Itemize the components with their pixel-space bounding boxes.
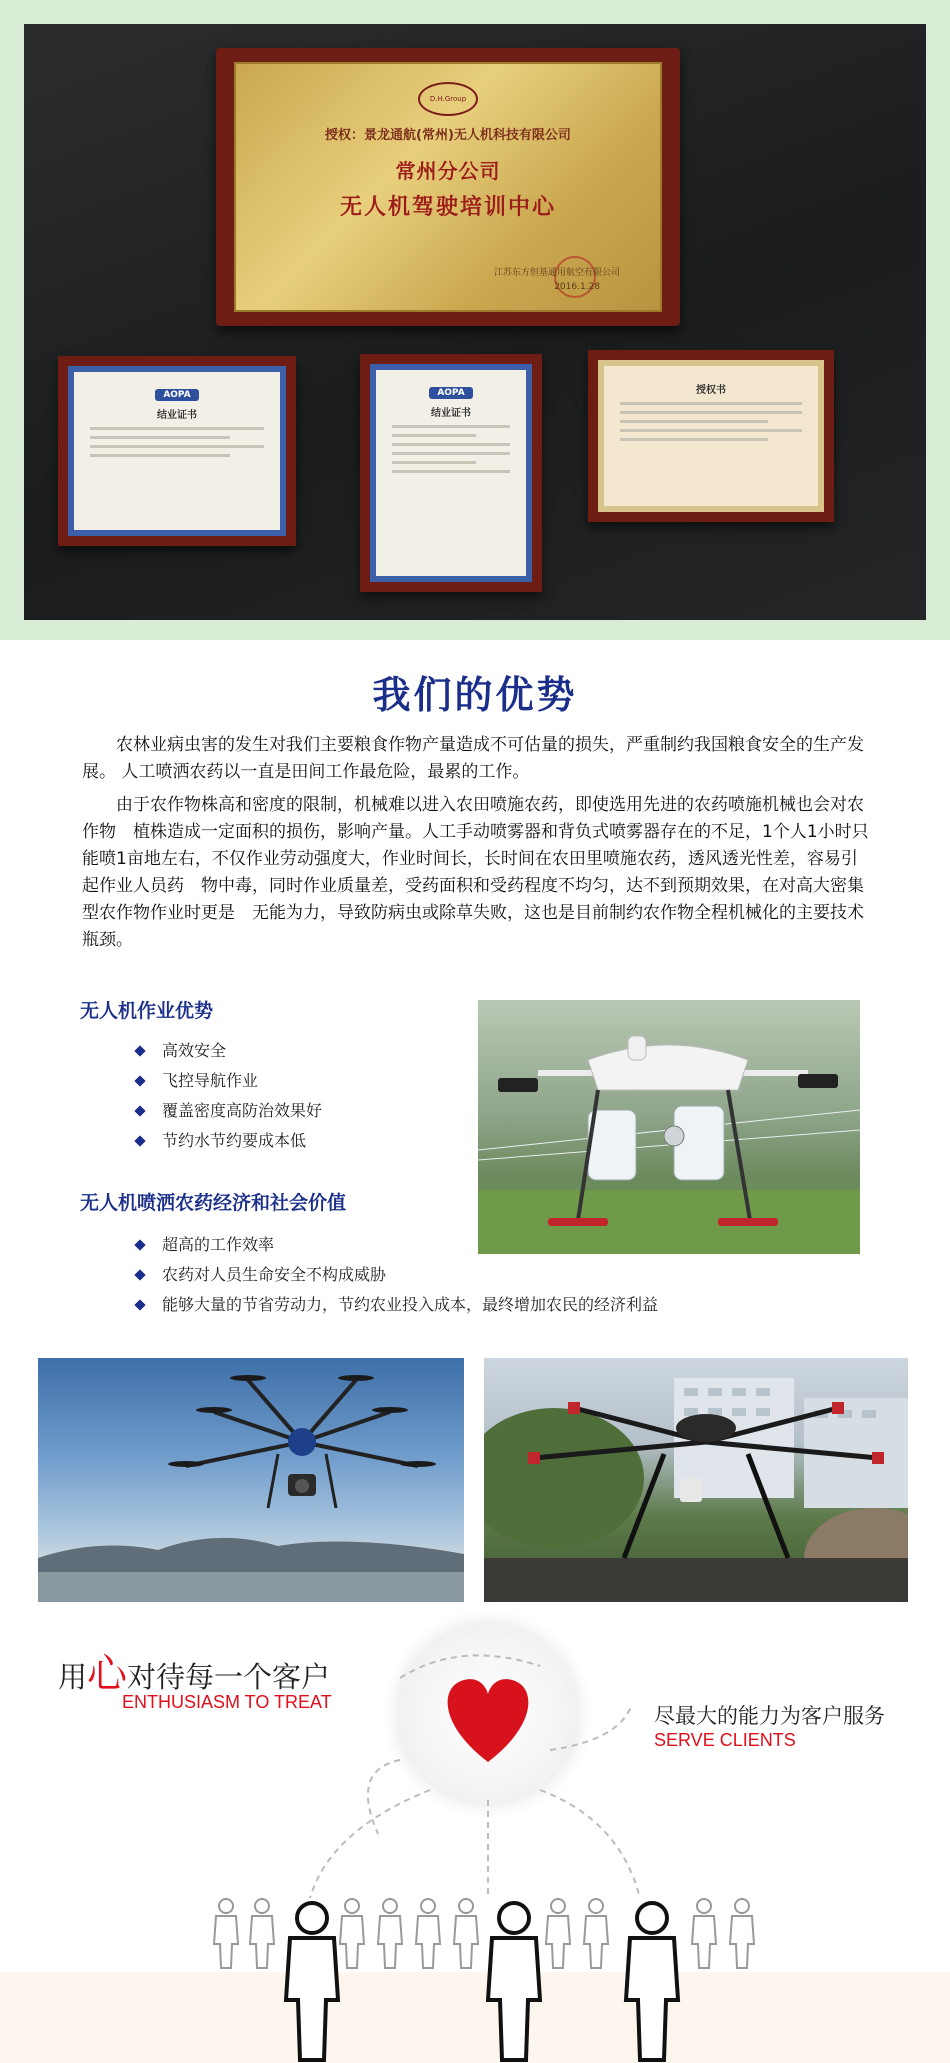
hexacopter-sky-photo — [38, 1358, 464, 1602]
plaque-date: 2016.1.28 — [554, 282, 600, 292]
spraying-drone-illustration — [478, 1000, 860, 1254]
dashed-arrows-icon — [0, 1600, 950, 1900]
service-slogan-right-en: SERVE CLIENTS — [654, 1730, 796, 1750]
authorization-frame-right — [588, 350, 834, 522]
plaque-authorization-text: 授权：景龙通航(常州)无人机科技有限公司 — [325, 128, 571, 143]
list-item — [136, 1096, 322, 1126]
text-line — [620, 402, 802, 405]
list-item-label: 高效安全 — [162, 1041, 227, 1060]
list-item — [136, 1290, 658, 1320]
certificate-wall-photo — [24, 24, 926, 620]
value-title: 无人机喷洒农药经济和社会价值 — [80, 1192, 347, 1214]
list-item — [136, 1126, 322, 1156]
certificate-frame-left — [58, 356, 296, 546]
diamond-bullet-icon — [134, 1135, 145, 1146]
diamond-bullet-icon — [134, 1105, 145, 1116]
plaque-logo: D.H.Group — [418, 82, 478, 116]
advantages-title: 无人机作业优势 — [80, 1000, 214, 1022]
hexacopter-city-illustration — [484, 1358, 908, 1602]
diamond-bullet-icon — [134, 1269, 145, 1280]
hexacopter-illustration — [38, 1358, 464, 1602]
slogan-prefix: 用 — [58, 1660, 88, 1694]
diamond-bullet-icon — [134, 1239, 145, 1250]
plaque-face — [234, 62, 662, 312]
plaque-issuer: 江苏东方恒基通用航空有限公司 — [493, 268, 620, 278]
text-line — [620, 420, 768, 423]
aopa-logo: AOPA — [155, 389, 198, 401]
certificate-title: 结业证书 — [431, 408, 471, 419]
diamond-bullet-icon — [134, 1299, 145, 1310]
list-item — [136, 1036, 322, 1066]
people-icons — [0, 1880, 950, 2063]
spraying-drone-photo — [478, 1000, 860, 1254]
text-line — [90, 427, 264, 430]
list-item-label: 超高的工作效率 — [162, 1235, 275, 1254]
text-line — [392, 452, 510, 455]
text-line — [620, 438, 768, 441]
authorization-title: 授权书 — [696, 385, 726, 396]
intro-paragraph-2: 由于农作物株高和密度的限制，机械难以进入农田喷施农药，即使选用先进的农药喷施机械也会对农作物 植株造成一定面积的损伤，影响产量。人工手动喷雾器和背负式喷雾器存在的不足，1个人1小时只能喷1亩地左右，不仅作业劳动强度大，作业时间长，长时间在农田里喷施农药，透风透光性差，容易引起作业人员药 物中毒，同时作业质量差，受药面积和受药程度不均匀，达不到预期效果，在对高大密集型农作物作业时更是 无能为力，导致防病虫或除草失败，这也是目前制约农作物全程机械化的主要技术瓶颈。 — [82, 795, 869, 950]
diamond-bullet-icon — [134, 1045, 145, 1056]
plaque-title-line2: 无人机驾驶培训中心 — [339, 195, 556, 220]
text-line — [392, 461, 476, 464]
text-line — [90, 454, 230, 457]
service-slogan-right: 尽最大的能力为客户服务 — [654, 1704, 885, 1728]
plaque-title-line1: 常州分公司 — [395, 159, 501, 183]
list-item — [136, 1066, 322, 1096]
text-line — [392, 470, 510, 473]
intro-paragraph-1: 农林业病虫害的发生对我们主要粮食作物产量造成不可估量的损失，严重制约我国粮食安全的生产发展。 人工喷洒农药以一直是田间工作最危险，最累的工作。 — [82, 735, 864, 782]
certificate-title: 结业证书 — [157, 410, 197, 421]
aopa-logo: AOPA — [429, 387, 472, 399]
list-item-label: 农药对人员生命安全不构成威胁 — [162, 1265, 387, 1284]
slogan-suffix: 对待每一个客户 — [127, 1660, 331, 1694]
gold-plaque — [216, 48, 680, 326]
text-line — [620, 429, 802, 432]
slogan-heart-char: 心 — [87, 1651, 128, 1697]
list-item — [136, 1260, 658, 1290]
list-item-label: 能够大量的节省劳动力，节约农业投入成本，最终增加农民的经济利益 — [162, 1295, 659, 1314]
authorization-mat — [598, 360, 824, 512]
section-heading: 我们的优势 — [372, 673, 578, 717]
text-line — [90, 445, 264, 448]
list-item-label: 覆盖密度高防治效果好 — [162, 1101, 323, 1120]
list-item-label: 飞控导航作业 — [162, 1071, 259, 1090]
certificate-mat — [370, 364, 532, 582]
diamond-bullet-icon — [134, 1075, 145, 1086]
certificate-mat — [68, 366, 286, 536]
certificate-frame-center — [360, 354, 542, 592]
text-line — [392, 443, 510, 446]
text-line — [90, 436, 230, 439]
advantages-list — [136, 1036, 322, 1156]
service-slogan-left-en: ENTHUSIASM TO TREAT — [122, 1692, 332, 1712]
list-item-label: 节约水节约要成本低 — [162, 1131, 307, 1150]
certificate-photo-section — [0, 0, 950, 640]
text-line — [620, 411, 802, 414]
hexacopter-city-photo — [484, 1358, 908, 1602]
text-line — [392, 434, 476, 437]
text-line — [392, 425, 510, 428]
